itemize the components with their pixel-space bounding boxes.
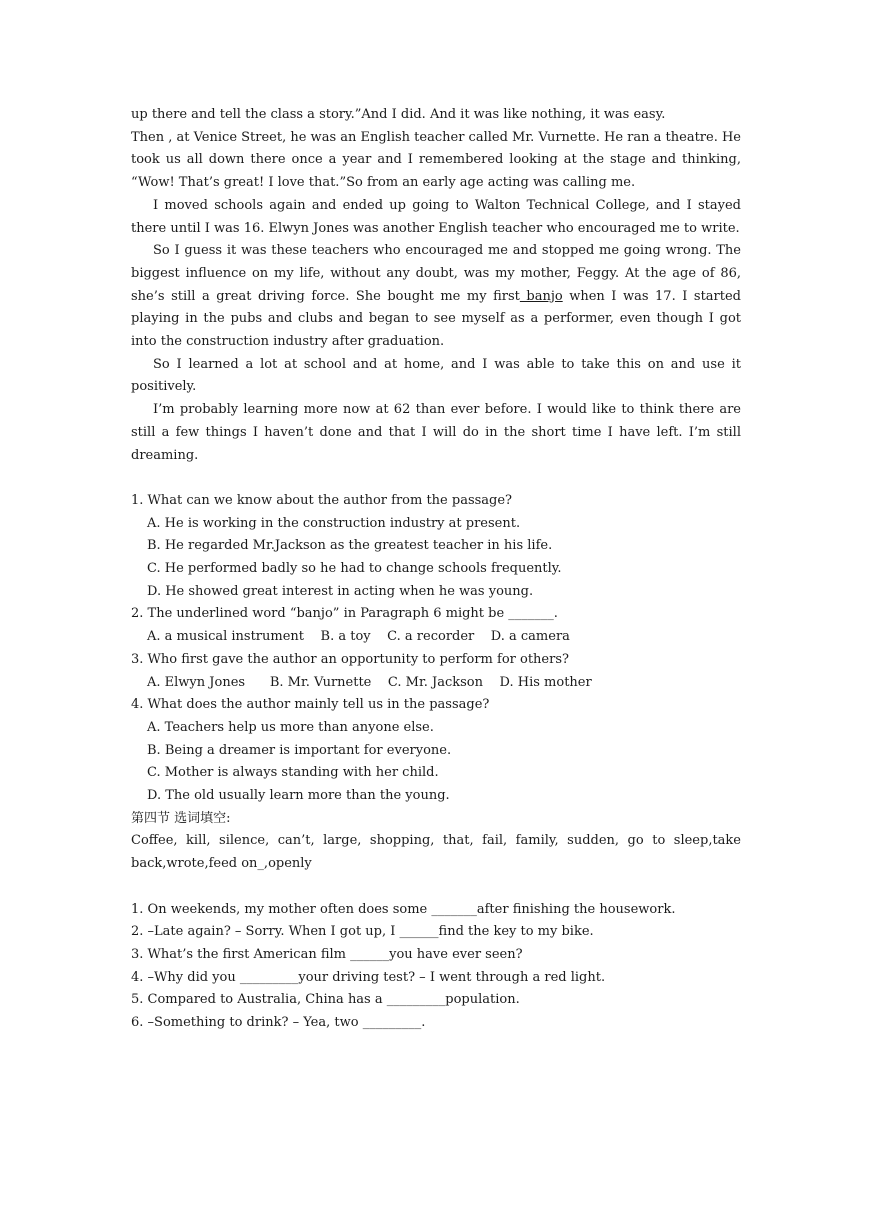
fill-in-item-4: 4. –Why did you _________your driving test? – I went through a red light. <box>131 969 606 985</box>
option-a: A. Teachers help us more than anyone else. <box>147 719 434 735</box>
question-stem: 3. Who first gave the author an opportunity to perform for others? <box>131 651 569 667</box>
option-d: D. The old usually learn more than the young. <box>147 788 450 804</box>
option-a: A. He is working in the construction industry at present. <box>147 515 521 531</box>
question-stem: 2. The underlined word “banjo” in Paragraph 6 might be _______. <box>131 606 558 622</box>
fill-in-item-2: 2. –Late again? – Sorry. When I got up, I ______find the key to my bike. <box>131 924 594 940</box>
word-bank: Coffee, kill, silence, can’t, large, shopping, that, fail, family, sudden, go to sleep,take back,wrote,feed on_,openly <box>131 833 741 872</box>
passage-paragraph-5: So I learned a lot at school and at home, and I was able to take this on and use it positively. <box>131 356 741 395</box>
fill-in-item-5: 5. Compared to Australia, China has a _________population. <box>131 992 520 1008</box>
underlined-word-banjo: banjo <box>519 288 563 304</box>
passage-paragraph-2: Then , at Venice Street, he was an English teacher called Mr. Vurnette. He ran a theatre. He took us all down there once a year and I remembered looking at the stage and thinking, “Wow! That’s great! I love that.”So from an early age acting was calling me. <box>131 129 741 191</box>
fill-in-item-1: 1. On weekends, my mother often does some _______after finishing the housework. <box>131 901 676 917</box>
fill-in-item-3: 3. What’s the first American film ______you have ever seen? <box>131 946 523 962</box>
passage-paragraph-1: up there and tell the class a story.”And I did. And it was like nothing, it was easy. <box>131 107 666 122</box>
options-line: A. Elwyn Jones B. Mr. Vurnette C. Mr. Jackson D. His mother <box>147 674 592 690</box>
question-4 <box>131 694 741 808</box>
option-b: B. He regarded Mr.Jackson as the greatest teacher in his life. <box>147 538 553 554</box>
paragraph-4-text-before: So I guess it was these teachers who encouraged me and stopped me going wrong. The biggest influence on my life, without any doubt, was my mother, Feggy. At the age of 86, she’s still a great driving force. She bought me my first <box>131 243 741 304</box>
question-2 <box>131 603 741 648</box>
passage-paragraph-4 <box>131 240 741 354</box>
spacer <box>131 876 741 899</box>
document-page <box>131 104 741 1035</box>
section-4-heading: 第四节 选词填空: <box>131 810 231 826</box>
fill-in-item-6: 6. –Something to drink? – Yea, two _________. <box>131 1015 426 1031</box>
question-1 <box>131 490 741 604</box>
question-stem: 4. What does the author mainly tell us in the passage? <box>131 697 490 713</box>
spacer <box>131 467 741 490</box>
passage-paragraph-3: I moved schools again and ended up going to Walton Technical College, and I stayed there until I was 16. Elwyn Jones was another English teacher who encouraged me to write. <box>131 197 741 236</box>
option-b: B. Being a dreamer is important for everyone. <box>147 742 452 758</box>
option-c: C. Mother is always standing with her child. <box>147 765 439 781</box>
options-line: A. a musical instrument B. a toy C. a recorder D. a camera <box>147 629 570 645</box>
paragraph-4-text-after: when I was 17. I started playing in the pubs and clubs and began to see myself as a performer, even though I got into the construction industry after graduation. <box>131 288 741 350</box>
question-stem: 1. What can we know about the author from the passage? <box>131 492 513 508</box>
question-3 <box>131 649 741 694</box>
option-c: C. He performed badly so he had to change schools frequently. <box>147 561 562 577</box>
passage-paragraph-6: I’m probably learning more now at 62 than ever before. I would like to think there are still a few things I haven’t done and that I will do in the short time I have left. I’m still dreaming. <box>131 402 741 463</box>
option-d: D. He showed great interest in acting when he was young. <box>147 583 534 599</box>
